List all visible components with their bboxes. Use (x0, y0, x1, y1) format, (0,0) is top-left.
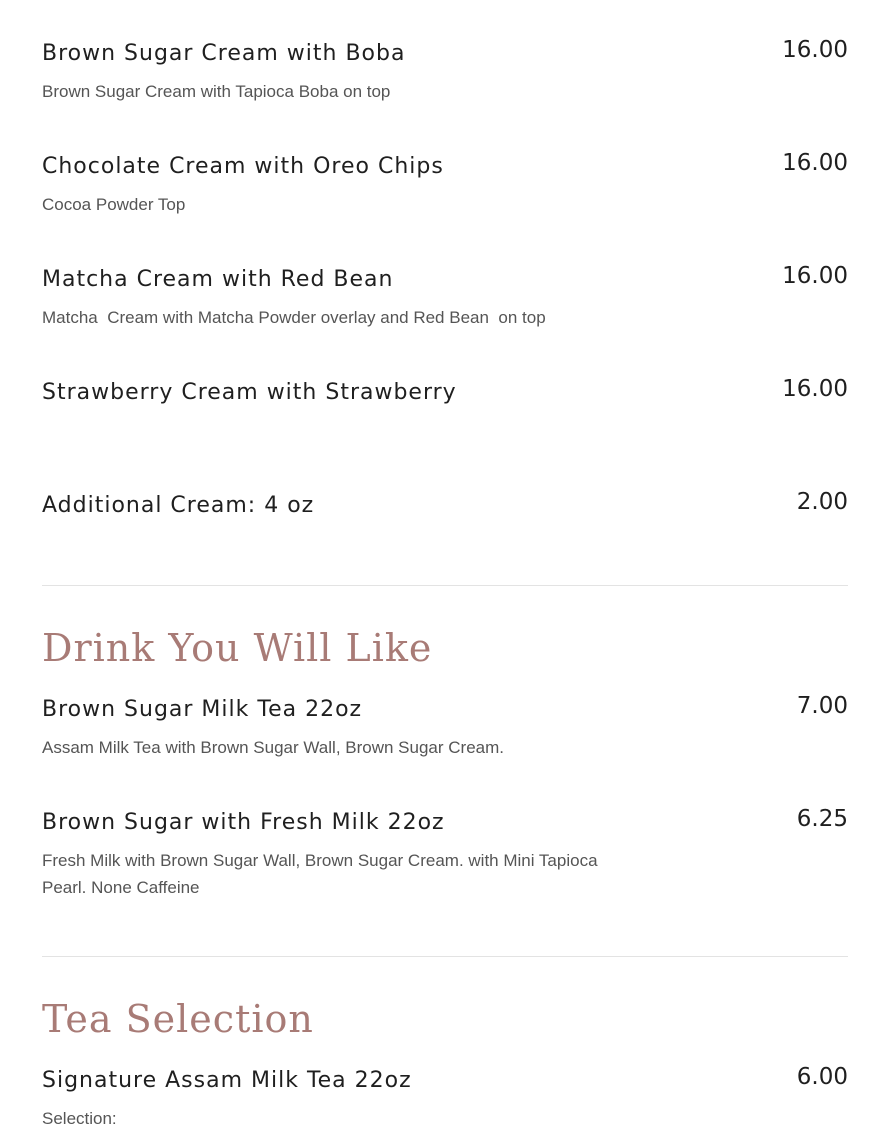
item-price: 2.00 (796, 489, 848, 515)
item-name: Chocolate Cream with Oreo Chips (42, 154, 444, 179)
item-description: Cocoa Powder Top (42, 195, 186, 214)
item-description: Selection: (42, 1109, 117, 1128)
section-title-tea: Tea Selection (42, 997, 314, 1041)
item-price: 16.00 (782, 263, 848, 289)
item-name: Brown Sugar Milk Tea 22oz (42, 697, 363, 722)
item-name: Brown Sugar with Fresh Milk 22oz (42, 810, 445, 835)
item-name: Signature Assam Milk Tea 22oz (42, 1068, 412, 1093)
section-title-drink: Drink You Will Like (42, 626, 433, 670)
section-divider (42, 956, 848, 957)
item-name: Brown Sugar Cream with Boba (42, 41, 406, 66)
item-description: Brown Sugar Cream with Tapioca Boba on top (42, 82, 391, 101)
item-price: 6.00 (796, 1064, 848, 1090)
item-description: Assam Milk Tea with Brown Sugar Wall, Brown Sugar Cream. (42, 738, 504, 757)
item-name: Additional Cream: 4 oz (42, 493, 315, 518)
item-price: 16.00 (782, 150, 848, 176)
item-description: Fresh Milk with Brown Sugar Wall, Brown Sugar Cream. with Mini Tapioca Pearl. None Caffeine (42, 851, 603, 897)
section-divider (42, 585, 848, 586)
item-price: 7.00 (796, 693, 848, 719)
item-price: 16.00 (782, 37, 848, 63)
item-price: 6.25 (796, 806, 848, 832)
item-description: Matcha Cream with Matcha Powder overlay and Red Bean on top (42, 308, 546, 327)
item-price: 16.00 (782, 376, 848, 402)
item-name: Matcha Cream with Red Bean (42, 267, 394, 292)
item-name: Strawberry Cream with Strawberry (42, 380, 457, 405)
